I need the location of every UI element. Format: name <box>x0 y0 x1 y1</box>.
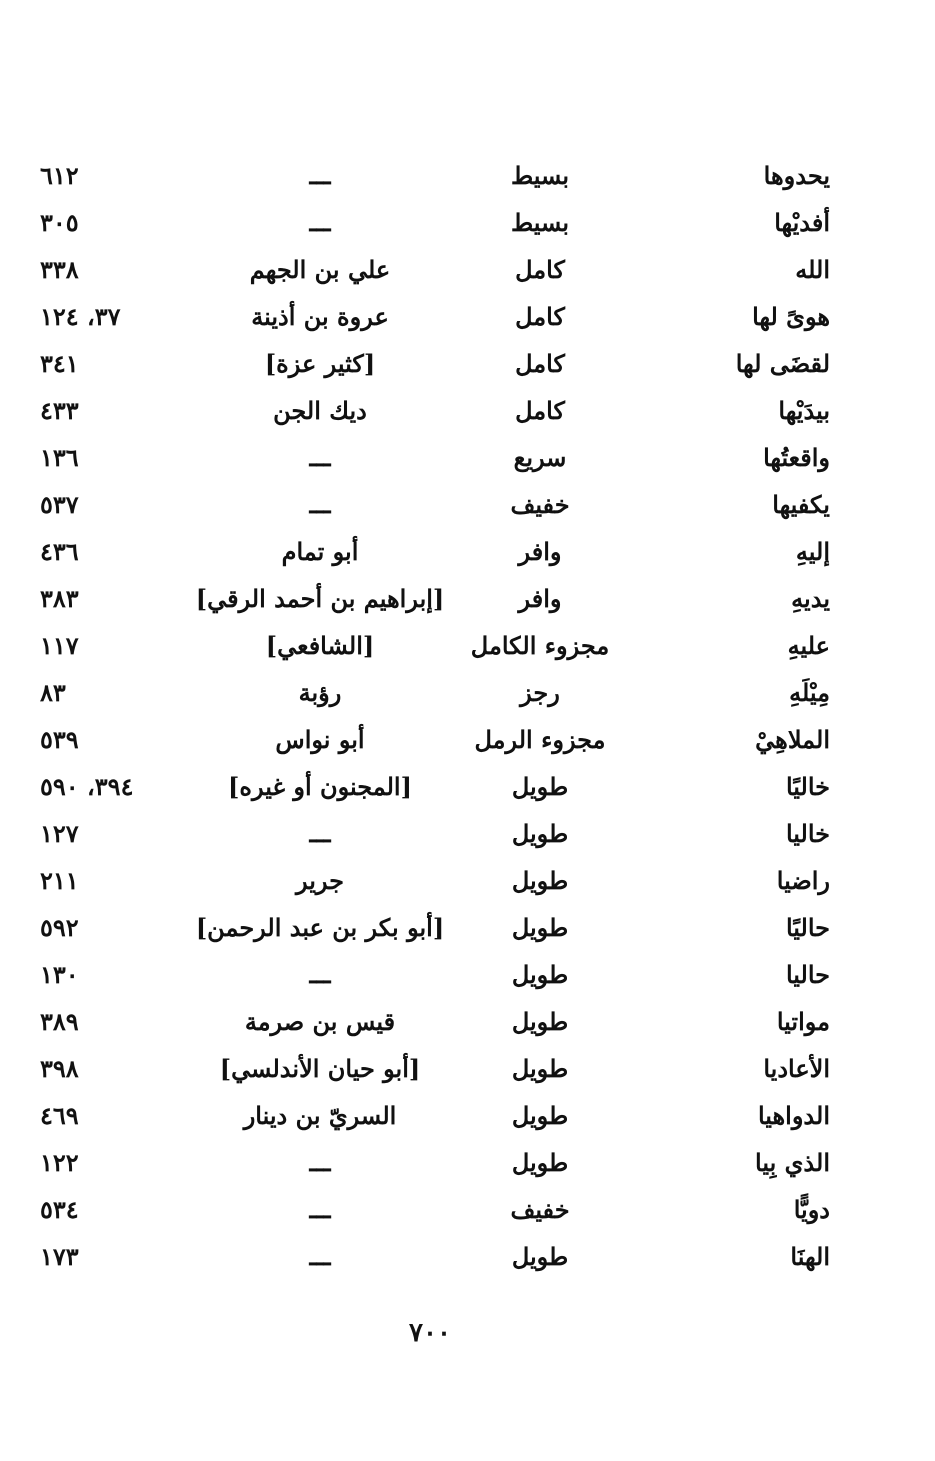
rhyme-cell: إليهِ <box>795 537 830 566</box>
meter-cell: بسيط <box>510 208 570 237</box>
index-row <box>40 575 830 622</box>
index-row <box>40 951 830 998</box>
poet-cell: [إبراهيم بن أحمد الرقي] <box>195 584 445 613</box>
meter-cell: طويل <box>511 1148 569 1177</box>
rhyme-cell: الدواهيا <box>757 1101 830 1130</box>
pages-cell: ٢١١ <box>40 866 79 895</box>
rhyme-cell: عليهِ <box>787 631 830 660</box>
rhyme-cell: راضيا <box>776 866 830 895</box>
rhyme-cell: الذي بِيا <box>755 1148 830 1177</box>
rhyme-cell: حاليًا <box>785 913 830 942</box>
rhyme-cell: أفديْها <box>774 208 830 237</box>
index-row <box>40 716 830 763</box>
index-row <box>40 1092 830 1139</box>
pages-cell: ١٢٢ <box>40 1148 79 1177</box>
poet-cell: ـــ <box>309 208 331 237</box>
pages-cell: ٣٩٨ <box>40 1054 79 1083</box>
index-row <box>40 246 830 293</box>
index-row <box>40 904 830 951</box>
meter-cell: طويل <box>511 913 569 942</box>
pages-cell: ١٧٣ <box>40 1242 79 1271</box>
poet-cell: أبو تمام <box>281 537 359 566</box>
meter-cell: وافر <box>518 584 562 613</box>
poet-cell: ـــ <box>309 819 331 848</box>
index-row <box>40 434 830 481</box>
meter-cell: خفيف <box>510 490 570 519</box>
index-row <box>40 1186 830 1233</box>
poet-cell: ـــ <box>309 1242 331 1271</box>
index-row <box>40 669 830 716</box>
meter-cell: طويل <box>511 1101 569 1130</box>
index-row <box>40 387 830 434</box>
rhyme-cell: الأعاديا <box>763 1054 830 1083</box>
poet-cell: [أبو بكر بن عبد الرحمن] <box>195 913 445 942</box>
rhyme-cell: حاليا <box>785 960 830 989</box>
poet-cell: ـــ <box>309 1195 331 1224</box>
rhyme-cell: يكفيها <box>772 490 830 519</box>
rhyme-cell: بيدَيْها <box>778 396 830 425</box>
poet-cell: علي بن الجهم <box>249 255 391 284</box>
pages-cell: ٨٣ <box>40 678 66 707</box>
pages-cell: ٣٣٨ <box>40 255 79 284</box>
meter-cell: طويل <box>511 960 569 989</box>
pages-cell: ١١٧ <box>40 631 79 660</box>
index-row <box>40 199 830 246</box>
poet-cell: قيس بن صرمة <box>244 1007 396 1036</box>
meter-cell: كامل <box>515 349 565 378</box>
rhyme-cell: مِيْلَهِ <box>789 678 830 707</box>
pages-cell: ٥٣٩ <box>40 725 79 754</box>
meter-cell: سريع <box>513 443 567 472</box>
poet-cell: عروة بن أذينة <box>251 302 389 331</box>
pages-cell: ٣٠٥ <box>40 208 79 237</box>
rhyme-cell: واقعتُها <box>763 443 830 472</box>
poet-cell: رؤبة <box>298 678 342 707</box>
index-row <box>40 481 830 528</box>
meter-cell: مجزوء الرمل <box>474 725 606 754</box>
pages-cell: ٣٨٩ <box>40 1007 79 1036</box>
rhyme-cell: مواتيا <box>776 1007 830 1036</box>
poet-cell: ديك الجن <box>273 396 367 425</box>
pages-cell: ٤٣٣ <box>40 396 79 425</box>
pages-cell: ١٣٠ <box>40 960 79 989</box>
rhyme-cell: لقضَى لها <box>735 349 830 378</box>
pages-cell: ٥٣٧ <box>40 490 79 519</box>
index-row <box>40 1139 830 1186</box>
meter-cell: كامل <box>515 255 565 284</box>
rhyme-cell: الملاهِيْ <box>755 725 830 754</box>
index-row <box>40 998 830 1045</box>
index-row <box>40 857 830 904</box>
rhyme-cell: الهنَا <box>790 1242 830 1271</box>
pages-cell: ٣٤١ <box>40 349 79 378</box>
meter-cell: رجز <box>520 678 560 707</box>
meter-cell: مجزوء الكامل <box>470 631 610 660</box>
pages-cell: ٥٩٢ <box>40 913 79 942</box>
index-row <box>40 1233 830 1280</box>
index-row <box>40 1045 830 1092</box>
meter-cell: طويل <box>511 772 569 801</box>
meter-cell: وافر <box>518 537 562 566</box>
poetry-index-table <box>40 152 830 1280</box>
pages-cell: ٦١٢ <box>40 161 79 190</box>
poet-cell: [المجنون أو غيره] <box>228 772 412 801</box>
rhyme-cell: دويًّا <box>793 1195 830 1224</box>
meter-cell: طويل <box>511 1242 569 1271</box>
page-number: ٧٠٠ <box>409 1318 451 1348</box>
pages-cell: ٤٦٩ <box>40 1101 79 1130</box>
poet-cell: [كثير عزة] <box>264 349 376 378</box>
rhyme-cell: هوىً لها <box>752 302 830 331</box>
pages-cell: ٣٧، ١٢٤ <box>40 302 121 331</box>
rhyme-cell: خاليًا <box>785 772 830 801</box>
index-row <box>40 622 830 669</box>
poet-cell: ـــ <box>309 443 331 472</box>
index-row <box>40 152 830 199</box>
rhyme-cell: خاليا <box>785 819 830 848</box>
poet-cell: جرير <box>296 866 344 895</box>
rhyme-cell: الله <box>795 255 830 284</box>
poet-cell: ـــ <box>309 490 331 519</box>
meter-cell: خفيف <box>510 1195 570 1224</box>
meter-cell: كامل <box>515 396 565 425</box>
meter-cell: طويل <box>511 819 569 848</box>
meter-cell: طويل <box>511 1054 569 1083</box>
index-row <box>40 528 830 575</box>
pages-cell: ١٣٦ <box>40 443 79 472</box>
pages-cell: ٤٣٦ <box>40 537 79 566</box>
pages-cell: ٥٣٤ <box>40 1195 79 1224</box>
poet-cell: ـــ <box>309 161 331 190</box>
poet-cell: السريّ بن دينار <box>243 1101 397 1130</box>
index-row <box>40 340 830 387</box>
meter-cell: كامل <box>515 302 565 331</box>
poet-cell: [الشافعي] <box>265 631 375 660</box>
pages-cell: ١٢٧ <box>40 819 79 848</box>
meter-cell: بسيط <box>510 161 570 190</box>
index-row <box>40 293 830 340</box>
index-row <box>40 763 830 810</box>
pages-cell: ٣٩٤، ٥٩٠ <box>40 772 134 801</box>
meter-cell: طويل <box>511 866 569 895</box>
index-row <box>40 810 830 857</box>
rhyme-cell: يديهِ <box>791 584 830 613</box>
rhyme-cell: يحدوها <box>763 161 830 190</box>
poet-cell: ـــ <box>309 1148 331 1177</box>
poet-cell: ـــ <box>309 960 331 989</box>
poet-cell: [أبو حيان الأندلسي] <box>219 1054 421 1083</box>
pages-cell: ٣٨٣ <box>40 584 79 613</box>
poet-cell: أبو نواس <box>275 725 365 754</box>
meter-cell: طويل <box>511 1007 569 1036</box>
